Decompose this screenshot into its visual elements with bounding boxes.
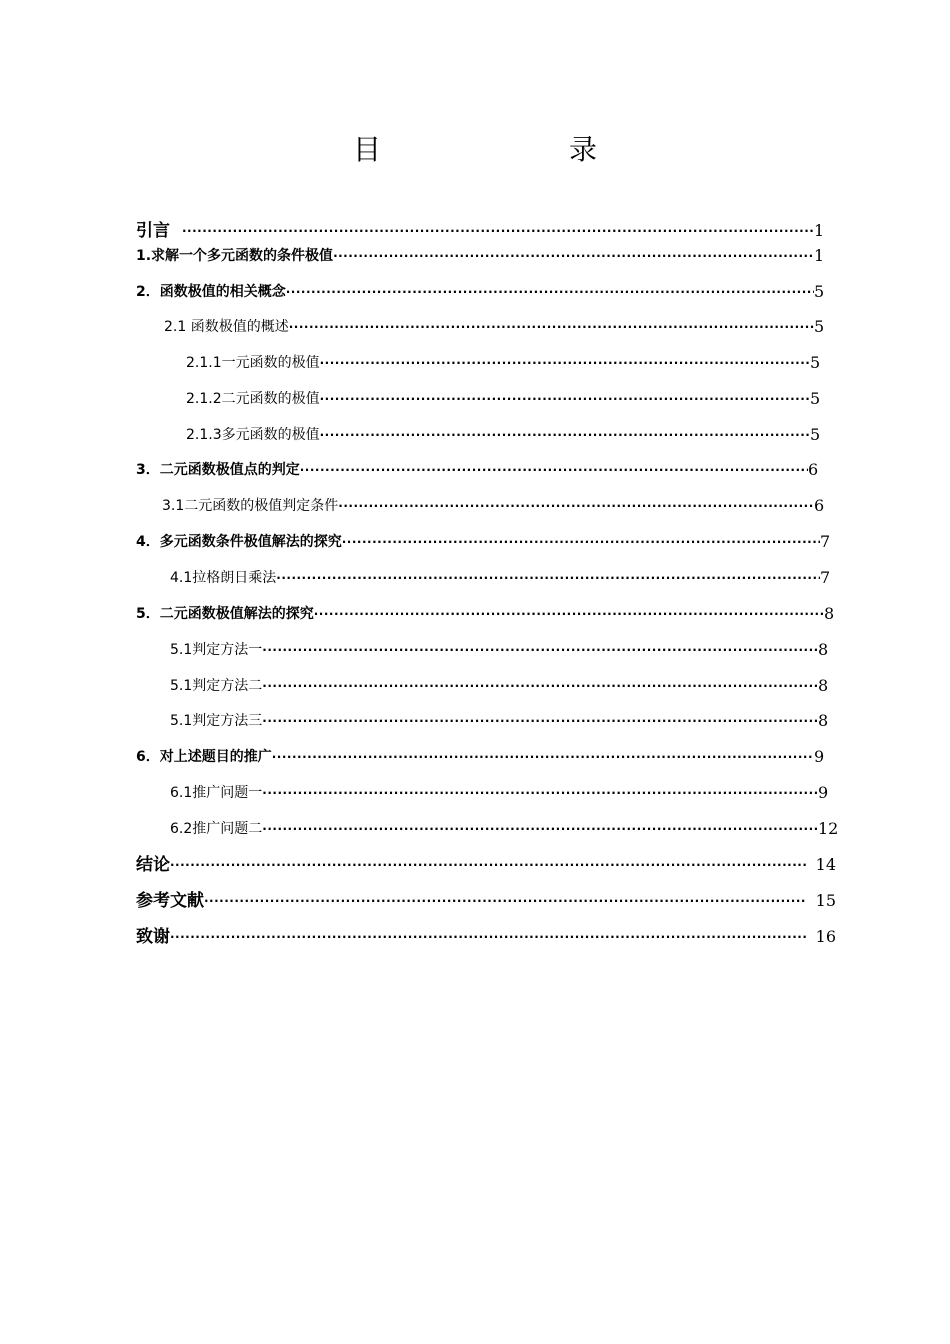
toc-entry-label: 4．多元函数条件极值解法的探究 (136, 534, 342, 550)
toc-entry-section-2-1[interactable] (164, 313, 824, 341)
toc-entry-page: 8 (818, 676, 829, 695)
toc-entry-section-3[interactable] (136, 456, 818, 484)
toc-entry-label: 2.1 函数极值的概述 (164, 319, 289, 335)
toc-entry-references[interactable] (136, 887, 836, 915)
toc-entry-section-2-1-2[interactable] (186, 385, 820, 413)
toc-entry-section-6[interactable] (136, 743, 824, 771)
toc-entry-page: 5 (810, 389, 821, 408)
toc-entry-label: 2.1.2二元函数的极值 (186, 391, 320, 407)
toc-entry-page: 5 (810, 425, 821, 444)
toc-entry-page: 16 (815, 927, 836, 946)
toc-entry-label: 2.1.3多元函数的极值 (186, 427, 320, 443)
toc-entry-page: 12 (818, 819, 839, 838)
toc-leader-dots (262, 779, 818, 807)
toc-entry-section-4-1[interactable] (170, 564, 830, 592)
toc-entry-label: 2.1.1一元函数的极值 (186, 355, 320, 371)
toc-leader-dots (342, 528, 820, 556)
toc-entry-introduction[interactable] (136, 217, 824, 245)
toc-leader-dots (170, 923, 806, 951)
toc-entry-page: 9 (814, 747, 825, 766)
toc-entry-section-5-1b[interactable] (170, 672, 828, 700)
toc-entry-label: 3．二元函数极值点的判定 (136, 462, 300, 478)
toc-entry-page: 5 (814, 282, 825, 301)
toc-entry-label: 6.1推广问题一 (170, 785, 263, 801)
toc-entry-page: 8 (818, 640, 829, 659)
toc-leader-dots (262, 672, 818, 700)
toc-entry-label: 4.1拉格朗日乘法 (170, 570, 277, 586)
toc-leader-dots (262, 707, 818, 735)
toc-entry-section-4[interactable] (136, 528, 830, 556)
toc-leader-dots (182, 217, 814, 245)
toc-entry-section-2-1-3[interactable] (186, 421, 820, 449)
toc-entry-page: 1 (814, 221, 825, 240)
toc-entry-label: 6.2推广问题二 (170, 821, 263, 837)
toc-leader-dots (320, 385, 810, 413)
toc-entry-label: 2．函数极值的相关概念 (136, 284, 286, 300)
toc-entry-acknowledgements[interactable] (136, 923, 836, 951)
toc-entry-label: 致谢 (136, 927, 170, 947)
toc-entry-page: 14 (815, 855, 836, 874)
toc-entry-section-1[interactable] (136, 242, 824, 270)
toc-leader-dots (272, 743, 814, 771)
toc-leader-dots (286, 278, 814, 306)
toc-entry-section-6-1[interactable] (170, 779, 828, 807)
toc-entry-page: 7 (820, 568, 831, 587)
toc-entry-page: 15 (815, 891, 836, 910)
toc-entry-label: 1.求解一个多元函数的条件极值 (136, 248, 334, 264)
toc-entry-label: 5.1判定方法三 (170, 713, 263, 729)
toc-entry-label: 3.1二元函数的极值判定条件 (162, 498, 339, 514)
toc-entry-section-2-1-1[interactable] (186, 349, 820, 377)
toc-leader-dots (333, 242, 814, 270)
toc-leader-dots (204, 887, 806, 915)
toc-entry-conclusion[interactable] (136, 851, 836, 879)
toc-leader-dots (262, 815, 818, 843)
toc-leader-dots (320, 349, 810, 377)
toc-entry-page: 5 (814, 317, 825, 336)
toc-entry-section-2[interactable] (136, 278, 824, 306)
toc-entry-section-5[interactable] (136, 600, 834, 628)
toc-entry-page: 7 (820, 532, 831, 551)
toc-entry-label: 参考文献 (136, 891, 204, 911)
toc-entry-page: 9 (818, 783, 829, 802)
toc-leader-dots (300, 456, 808, 484)
toc-leader-dots (170, 851, 806, 879)
toc-leader-dots (320, 421, 810, 449)
toc-entry-label: 5．二元函数极值解法的探究 (136, 606, 314, 622)
toc-entry-label: 5.1判定方法一 (170, 642, 263, 658)
toc-entry-page: 8 (824, 604, 835, 623)
toc-entry-section-6-2[interactable] (170, 815, 838, 843)
toc-entry-label: 结论 (136, 855, 170, 875)
toc-entry-label: 5.1判定方法二 (170, 678, 263, 694)
toc-entry-page: 8 (818, 711, 829, 730)
toc-leader-dots (289, 313, 814, 341)
toc-leader-dots (338, 492, 814, 520)
toc-entry-section-5-1c[interactable] (170, 707, 828, 735)
toc-leader-dots (276, 564, 820, 592)
toc-entry-label: 6．对上述题目的推广 (136, 749, 272, 765)
toc-leader-dots (314, 600, 824, 628)
toc-entry-label: 引言 (136, 221, 170, 241)
toc-leader-dots (262, 636, 818, 664)
toc-entry-page: 6 (808, 460, 819, 479)
toc-entry-page: 1 (814, 246, 825, 265)
toc-entry-section-5-1a[interactable] (170, 636, 828, 664)
toc-entry-page: 5 (810, 353, 821, 372)
toc-entry-section-3-1[interactable] (162, 492, 824, 520)
page-title: 目 录 (352, 133, 641, 166)
toc-entry-page: 6 (814, 496, 825, 515)
